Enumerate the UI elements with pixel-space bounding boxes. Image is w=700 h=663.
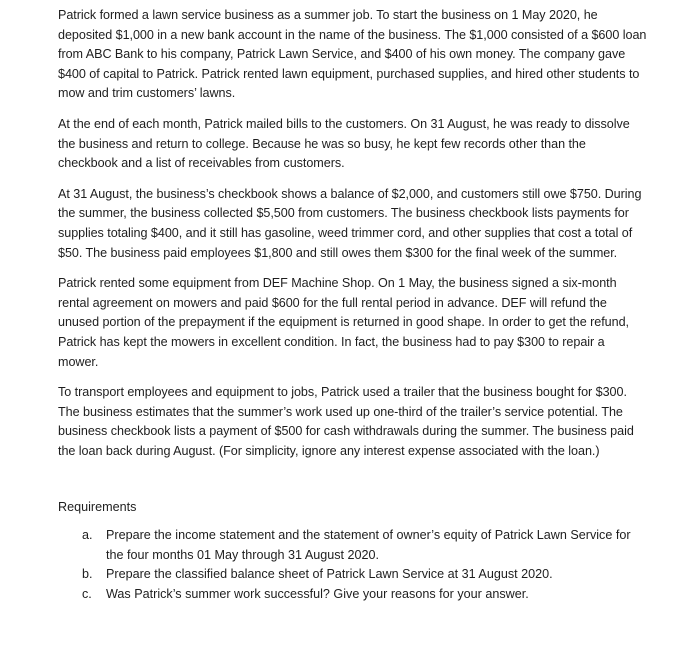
requirement-item	[82, 585, 648, 605]
document-body	[58, 6, 648, 604]
paragraph-checkbook: At 31 August, the business’s checkbook shows a balance of $2,000, and customers still owe $750. During the summer, the business collected $5,500 from customers. The business checkbook lists payments for supplies totaling $400, and it still has gasoline, weed trimmer cord, and other supplies that cost a total of $50. The business paid employees $1,800 and still owes them $300 for the final week of the summer.	[58, 186, 642, 260]
paragraph-equipment-rental: Patrick rented some equipment from DEF Machine Shop. On 1 May, the business signed a six-month rental agreement on mowers and paid $600 for the full rental period in advance. DEF will refund the unused portion of the prepayment if the equipment is returned in good shape. In order to get the refund, Patrick has kept the mowers in excellent condition. In fact, the business had to pay $300 to repair a mower.	[58, 276, 629, 369]
requirement-letter: a.	[82, 528, 93, 543]
requirement-item	[82, 526, 648, 565]
requirement-letter: c.	[82, 586, 92, 601]
requirement-text: Prepare the classified balance sheet of Patrick Lawn Service at 31 August 2020.	[106, 567, 553, 582]
requirements-list	[58, 526, 648, 604]
paragraph-trailer: To transport employees and equipment to jobs, Patrick used a trailer that the business bought for $300. The business estimates that the summer’s work used up one-third of the trailer’s service potential. The business checkbook lists a payment of $500 for cash withdrawals during the summer. The business paid the loan back during August. (For simplicity, ignore any interest expense associated with the loan.)	[58, 385, 634, 458]
paragraph-business-formation: Patrick formed a lawn service business as a summer job. To start the business on 1 May 2020, he deposited $1,000 in a new bank account in the name of the business. The $1,000 consisted of a $600 loan from ABC Bank to his company, Patrick Lawn Service, and $400 of his own money. The company gave $400 of capital to Patrick. Patrick rented lawn equipment, purchased supplies, and hired other students to mow and trim customers’ lawns.	[58, 8, 647, 101]
requirement-text: Prepare the income statement and the statement of owner’s equity of Patrick Lawn Service for the four months 01 May through 31 August 2020.	[106, 528, 631, 562]
requirement-letter: b.	[82, 567, 93, 582]
paragraph-end-of-month: At the end of each month, Patrick mailed bills to the customers. On 31 August, he was ready to dissolve the business and return to college. Because he was so busy, he kept few records other than the checkbook and a list of receivables from customers.	[58, 116, 630, 171]
requirement-item	[82, 565, 648, 585]
requirement-text: Was Patrick’s summer work successful? Give your reasons for your answer.	[106, 586, 529, 601]
requirements-heading: Requirements	[58, 500, 137, 515]
